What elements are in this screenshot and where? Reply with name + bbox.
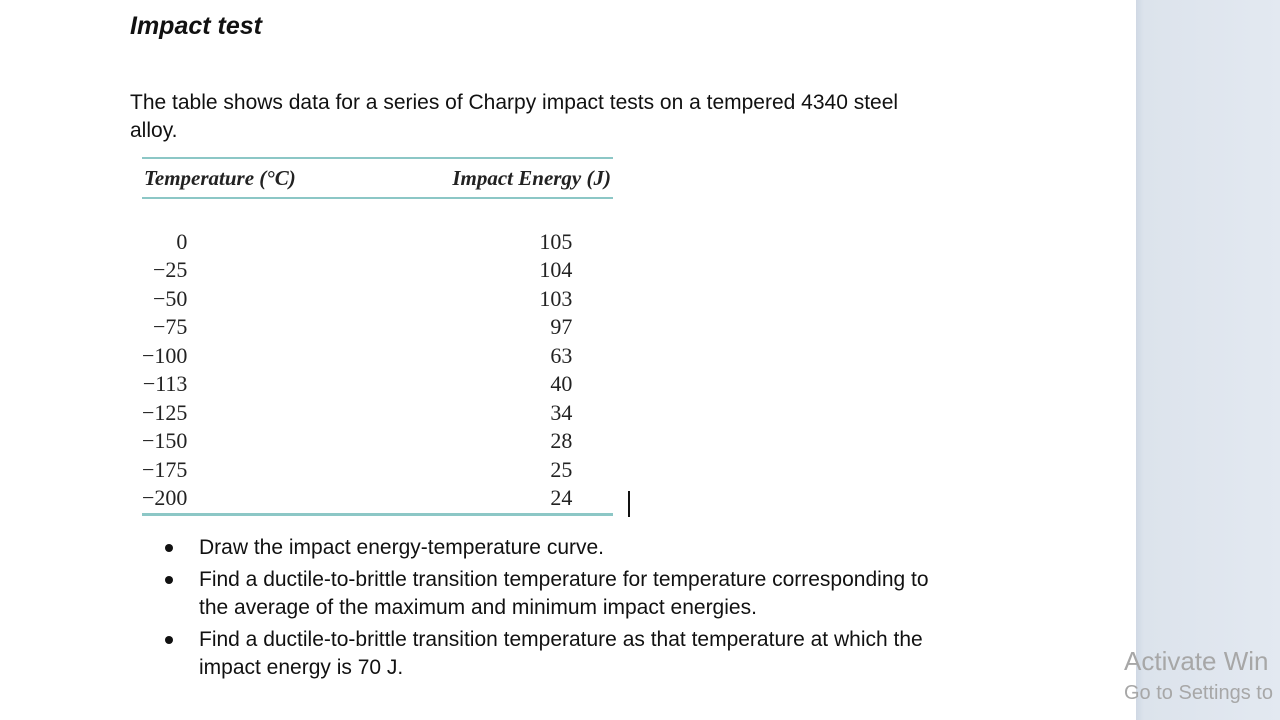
temperature-cell: −25: [153, 257, 188, 283]
list-item: [160, 566, 960, 623]
task-list: [160, 534, 960, 686]
list-item: [160, 534, 960, 563]
energy-cell: 34: [550, 399, 573, 425]
temperature-cell: −175: [142, 456, 188, 482]
energy-cell: 24: [550, 485, 573, 511]
table-header-row: [142, 159, 613, 197]
bullet-icon: [165, 544, 173, 552]
text-cursor: [628, 491, 630, 517]
bullet-icon: [165, 636, 173, 644]
temperature-cell: −150: [142, 428, 188, 454]
section-heading: Impact test: [130, 12, 262, 40]
watermark-title: Activate Win: [1124, 646, 1269, 676]
table-row: [142, 285, 652, 314]
watermark-subtitle: Go to Settings to: [1124, 682, 1273, 704]
table-bottom-rule: [142, 513, 613, 516]
table-row: [142, 342, 652, 371]
temperature-cell: −200: [142, 485, 188, 511]
table-row: [142, 399, 652, 428]
table-row: [142, 228, 652, 257]
bullet-icon: [165, 576, 173, 584]
temperature-cell: 0: [176, 228, 188, 254]
energy-cell: 97: [550, 314, 573, 340]
energy-cell: 103: [539, 285, 573, 311]
temperature-cell: −113: [142, 371, 188, 397]
data-table: [142, 159, 613, 197]
table-row: [142, 427, 652, 456]
side-panel: [1136, 0, 1280, 720]
temperature-cell: −100: [142, 342, 188, 368]
table-row: [142, 484, 652, 513]
energy-cell: 28: [550, 428, 573, 454]
temperature-cell: −50: [153, 285, 188, 311]
temperature-cell: −75: [153, 314, 188, 340]
activation-watermark: [1124, 646, 1273, 704]
energy-cell: 40: [550, 371, 573, 397]
list-item: [160, 626, 960, 683]
table-row: [142, 456, 652, 485]
task-text: Find a ductile-to-brittle transition temperature as that temperature at which the impact energy is 70 J.: [199, 627, 923, 679]
column-header-temperature: Temperature (°C): [144, 165, 296, 190]
energy-cell: 105: [539, 228, 573, 254]
table-row: [142, 370, 652, 399]
column-header-energy: Impact Energy (J): [452, 165, 611, 190]
task-text: Find a ductile-to-brittle transition temperature for temperature corresponding to the average of the maximum and minimum impact energies.: [199, 567, 929, 619]
table-row: [142, 313, 652, 342]
energy-cell: 25: [550, 456, 573, 482]
charpy-data-table: [142, 157, 613, 516]
table-row: [142, 256, 652, 285]
energy-cell: 63: [550, 342, 573, 368]
table-spacer: [142, 199, 652, 228]
task-text: Draw the impact energy-temperature curve.: [199, 536, 604, 559]
data-table-body: [142, 199, 652, 513]
intro-paragraph: The table shows data for a series of Charpy impact tests on a tempered 4340 steel alloy.: [130, 91, 899, 142]
temperature-cell: −125: [142, 399, 188, 425]
energy-cell: 104: [539, 257, 573, 283]
